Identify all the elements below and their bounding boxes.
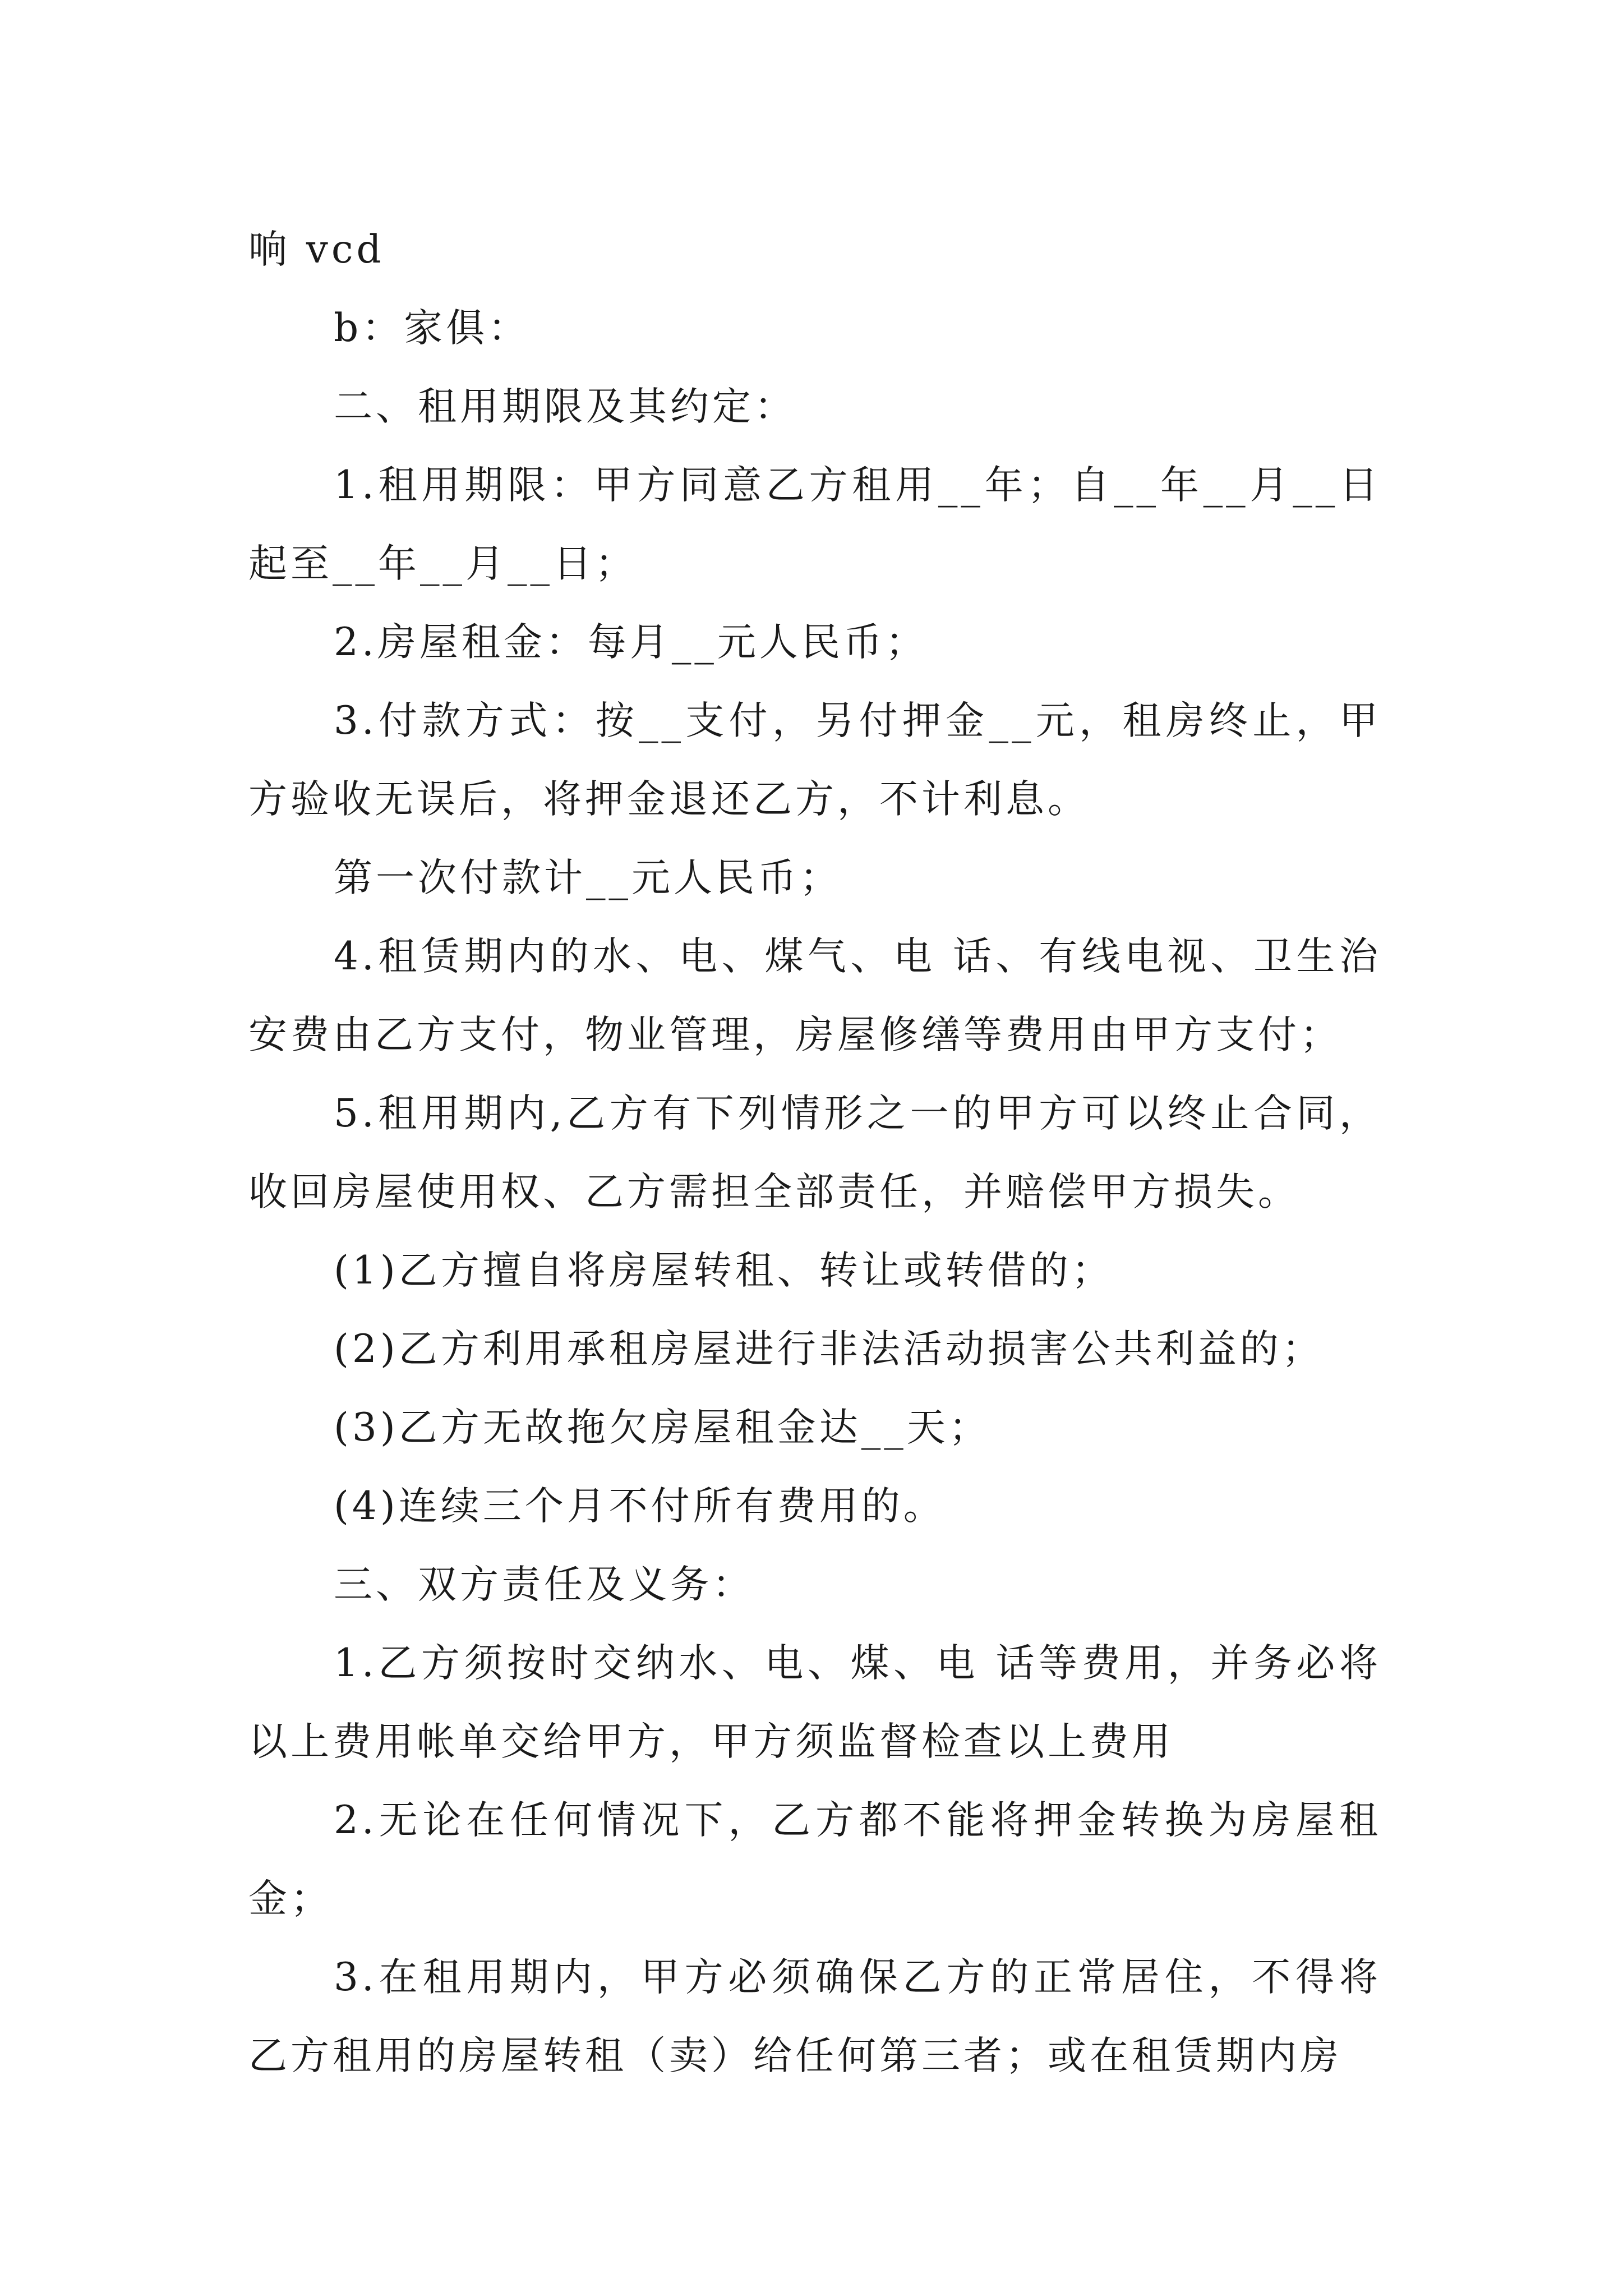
clause-payment-method: 3.付款方式：按__支付，另付押金__元，租房终止，甲方验收无误后，将押金退还乙方，不计利息。 xyxy=(248,698,1381,822)
obligation-utilities: 1.乙方须按时交纳水、电、煤、电 话等费用，并务必将以上费用帐单交给甲方，甲方须监督检查以上费用 xyxy=(248,1641,1381,1764)
clause-rent: 2.房屋租金：每月__元人民币； xyxy=(334,620,928,665)
obligation-residence: 3.在租用期内，甲方必须确保乙方的正常居住，不得将乙方租用的房屋转租（卖）给任何第三者；或在租赁期内房 xyxy=(248,1955,1381,2078)
clause-first-payment: 第一次付款计__元人民币； xyxy=(334,855,842,900)
termination-item-3: (3)乙方无故拖欠房屋租金达__天； xyxy=(334,1405,991,1450)
clause-termination: 5.租用期内,乙方有下列情形之一的甲方可以终止合同，收回房屋使用权、乙方需担全部责任，并赔偿甲方损失。 xyxy=(248,1091,1381,1214)
paragraph-furniture: b：家俱： xyxy=(334,306,531,351)
section-heading-term: 二、租用期限及其约定： xyxy=(334,384,796,429)
paragraph-continuation: 响 vcd xyxy=(248,227,385,272)
obligation-deposit: 2.无论在任何情况下，乙方都不能将押金转换为房屋租金； xyxy=(248,1798,1381,1921)
termination-item-4: (4)连续三个月不付所有费用的。 xyxy=(334,1484,946,1529)
clause-utilities: 4.租赁期内的水、电、煤气、电 话、有线电视、卫生治安费由乙方支付，物业管理，房屋修缮等费用由甲方支付； xyxy=(248,934,1381,1057)
section-heading-obligations: 三、双方责任及义务： xyxy=(334,1562,754,1607)
termination-item-2: (2)乙方利用承租房屋进行非法活动损害公共利益的； xyxy=(334,1327,1324,1372)
document-body xyxy=(248,210,1381,2095)
termination-item-1: (1)乙方擅自将房屋转租、转让或转借的； xyxy=(334,1248,1114,1293)
clause-rental-period: 1.租用期限：甲方同意乙方租用__年；自__年__月__日起至__年__月__日； xyxy=(248,463,1381,586)
